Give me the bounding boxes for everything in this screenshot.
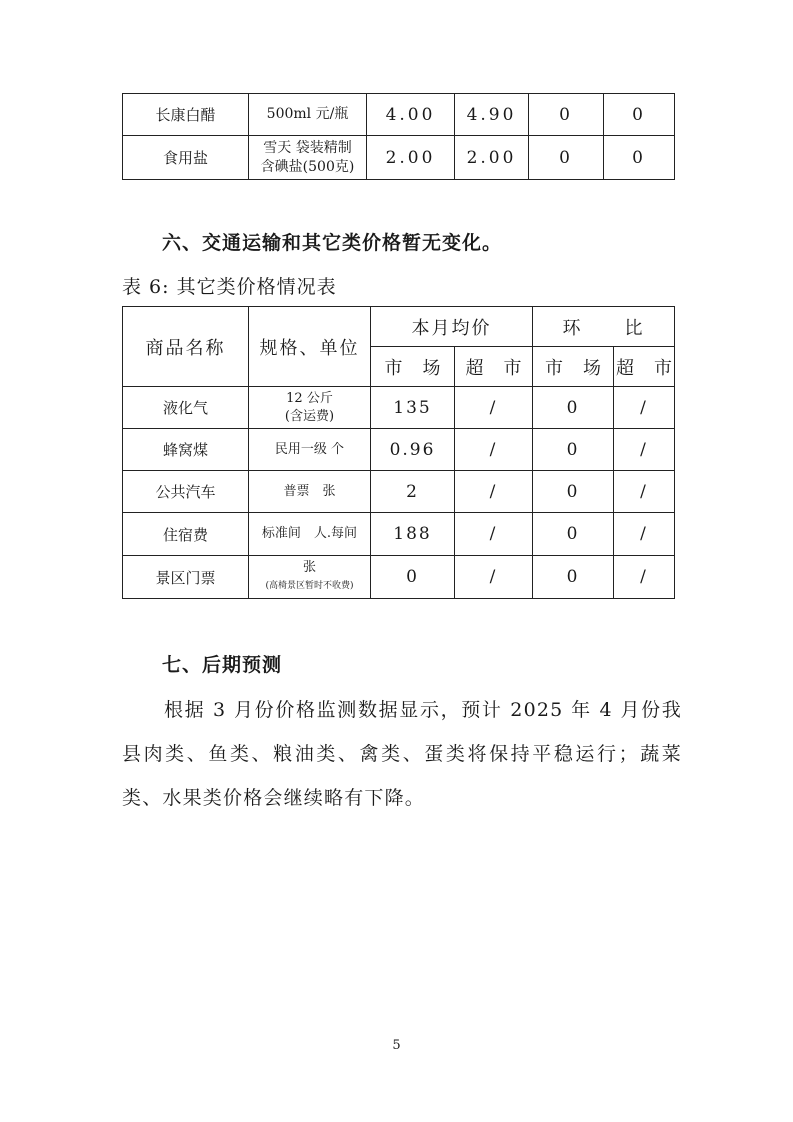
product-name-cell: 景区门票 bbox=[123, 556, 249, 599]
table-condiments bbox=[122, 93, 675, 180]
table-row bbox=[123, 94, 675, 136]
subheader-char: 场 bbox=[583, 357, 601, 379]
spec-line: 标准间 人.每间 bbox=[261, 526, 358, 541]
mom-supermarket-cell: / bbox=[614, 513, 675, 556]
table-row bbox=[123, 429, 675, 471]
subheader-char: 超 bbox=[465, 357, 484, 379]
supermarket-price-cell: 4.90 bbox=[455, 94, 529, 136]
forecast-paragraph: 根据 3 月份价格监测数据显示，预计 2025 年 4 月份我县肉类、鱼类、粮油类、禽类、蛋类将保持平稳运行；蔬菜类、水果类价格会继续略有下降。 bbox=[122, 699, 682, 809]
spec-line: 含碘盐(500克) bbox=[260, 158, 355, 175]
mom-supermarket-cell: / bbox=[614, 556, 675, 599]
spec-cell bbox=[249, 94, 367, 136]
header-mom-right: 比 bbox=[624, 317, 645, 339]
table-row bbox=[123, 513, 675, 556]
spec-line: 张 bbox=[302, 560, 316, 575]
spec-line: 雪天 袋装精制 bbox=[263, 139, 352, 156]
spec-line: 500ml 元/瓶 bbox=[266, 106, 349, 122]
supermarket-price-cell: / bbox=[455, 471, 533, 513]
product-name-cell: 液化气 bbox=[123, 387, 249, 429]
table-row bbox=[123, 136, 675, 180]
product-name-cell: 住宿费 bbox=[123, 513, 249, 556]
supermarket-price-cell: / bbox=[455, 429, 533, 471]
market-price-cell: 0.96 bbox=[371, 429, 455, 471]
subheader-market bbox=[371, 347, 455, 387]
spec-cell bbox=[249, 429, 371, 471]
mom-market-cell: 0 bbox=[533, 471, 614, 513]
spec-cell bbox=[249, 136, 367, 180]
subheader-mom-market bbox=[533, 347, 614, 387]
product-name-cell: 食用盐 bbox=[123, 136, 249, 180]
subheader-supermarket bbox=[455, 347, 533, 387]
mom-market-cell: 0 bbox=[533, 556, 614, 599]
spec-cell bbox=[249, 513, 371, 556]
header-mom bbox=[533, 307, 675, 347]
table-6-caption: 表 6: 其它类价格情况表 bbox=[122, 276, 337, 298]
spec-line: (含运费) bbox=[284, 408, 335, 424]
header-mom-left: 环 bbox=[562, 317, 583, 339]
spec-line: 民用一级 个 bbox=[274, 441, 345, 457]
market-price-cell: 4.00 bbox=[367, 94, 455, 136]
table-row bbox=[123, 556, 675, 599]
header-avg-price: 本月均价 bbox=[371, 307, 533, 347]
product-name-cell: 公共汽车 bbox=[123, 471, 249, 513]
mom-market-cell: 0 bbox=[533, 513, 614, 556]
mom-supermarket-cell: 0 bbox=[604, 94, 675, 136]
subheader-char: 市 bbox=[545, 357, 563, 379]
subheader-char: 场 bbox=[422, 357, 441, 379]
supermarket-price-cell: / bbox=[455, 387, 533, 429]
subheader-char: 市 bbox=[654, 357, 672, 379]
table-header-row bbox=[123, 307, 675, 347]
market-price-cell: 2.00 bbox=[367, 136, 455, 180]
header-product-name: 商品名称 bbox=[123, 307, 249, 387]
market-price-cell: 0 bbox=[371, 556, 455, 599]
subheader-char: 市 bbox=[384, 357, 403, 379]
table-row bbox=[123, 471, 675, 513]
spec-line: 12 公斤 bbox=[286, 390, 333, 406]
supermarket-price-cell: / bbox=[455, 513, 533, 556]
market-price-cell: 135 bbox=[371, 387, 455, 429]
mom-market-cell: 0 bbox=[529, 136, 604, 180]
market-price-cell: 188 bbox=[371, 513, 455, 556]
spec-cell bbox=[249, 387, 371, 429]
mom-supermarket-cell: / bbox=[614, 429, 675, 471]
mom-market-cell: 0 bbox=[529, 94, 604, 136]
page-number: 5 bbox=[392, 1038, 401, 1053]
mom-supermarket-cell: / bbox=[614, 471, 675, 513]
product-name-cell: 蜂窝煤 bbox=[123, 429, 249, 471]
section-6-heading: 六、交通运输和其它类价格暂无变化。 bbox=[162, 232, 503, 254]
product-name-cell: 长康白醋 bbox=[123, 94, 249, 136]
supermarket-price-cell: 2.00 bbox=[455, 136, 529, 180]
subheader-mom-supermarket bbox=[614, 347, 675, 387]
spec-line: 普票 张 bbox=[283, 483, 336, 499]
section-7-heading: 七、后期预测 bbox=[162, 654, 283, 676]
table-row bbox=[123, 387, 675, 429]
spec-cell bbox=[249, 471, 371, 513]
mom-market-cell: 0 bbox=[533, 387, 614, 429]
mom-supermarket-cell: / bbox=[614, 387, 675, 429]
mom-market-cell: 0 bbox=[533, 429, 614, 471]
header-spec: 规格、单位 bbox=[249, 307, 371, 387]
subheader-char: 超 bbox=[616, 357, 634, 379]
subheader-char: 市 bbox=[503, 357, 522, 379]
mom-supermarket-cell: 0 bbox=[604, 136, 675, 180]
spec-note: (高椅景区暂时不收费) bbox=[265, 581, 354, 591]
supermarket-price-cell: / bbox=[455, 556, 533, 599]
table-other-prices bbox=[122, 306, 675, 599]
spec-cell bbox=[249, 556, 371, 599]
market-price-cell: 2 bbox=[371, 471, 455, 513]
